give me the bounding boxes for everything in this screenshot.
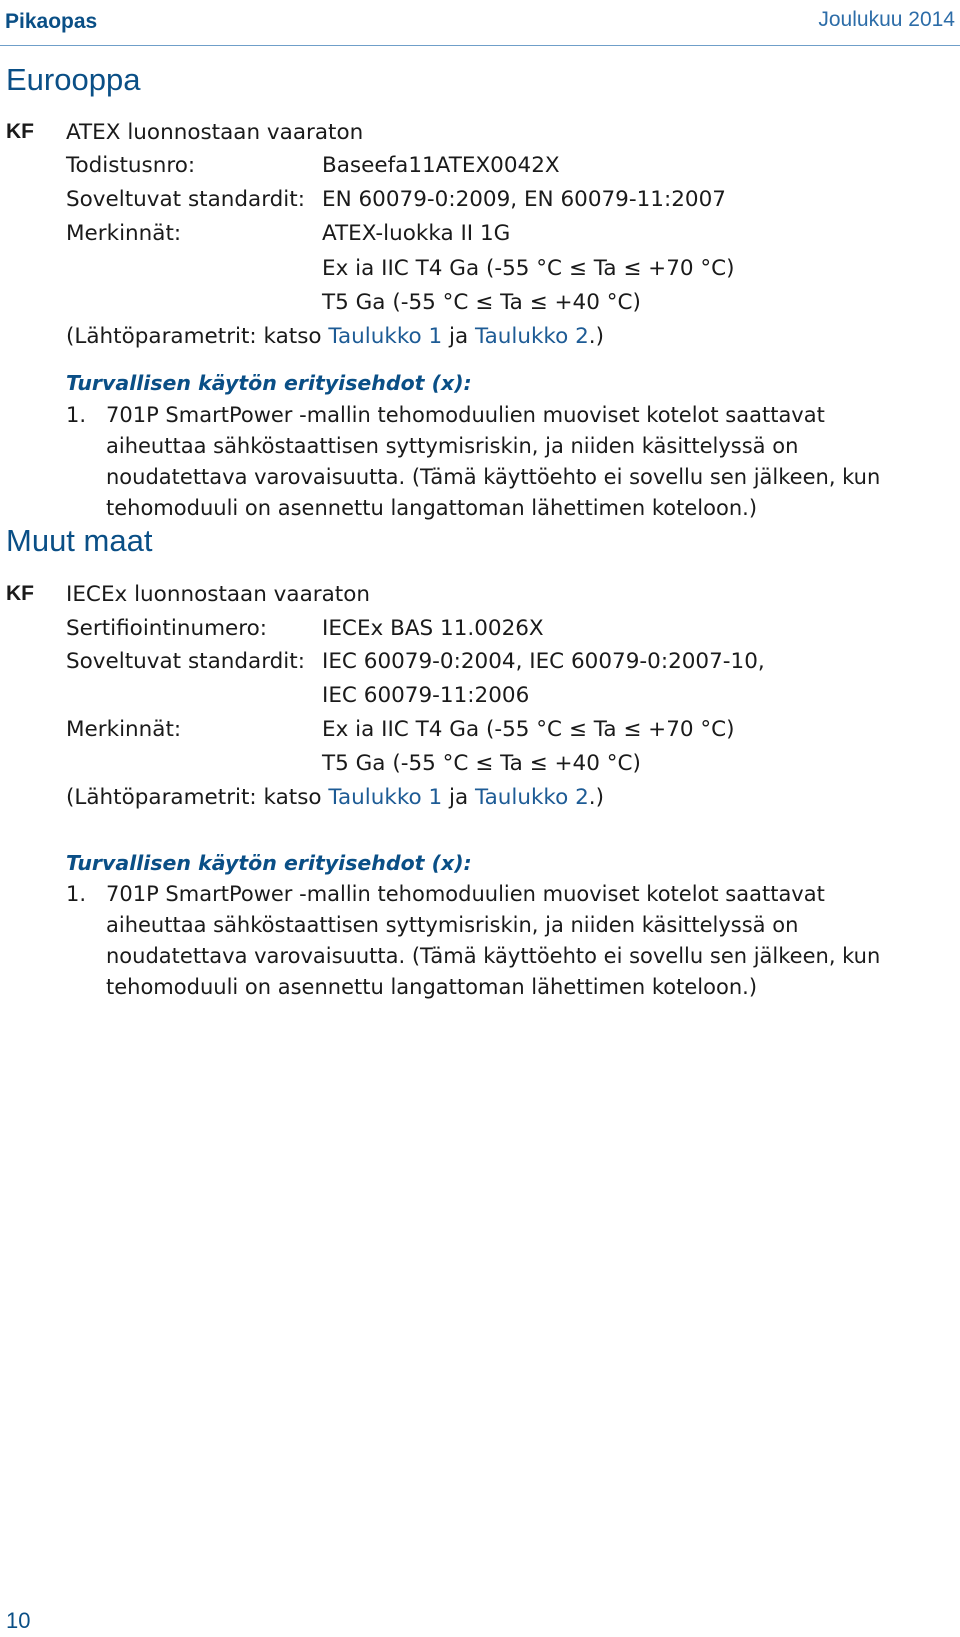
header-divider — [0, 45, 960, 46]
table-1-link[interactable]: Taulukko 1 — [328, 324, 443, 349]
cert-label-europe: Todistusnro: — [66, 153, 196, 178]
marking-2-other: T5 Ga (-55 °C ≤ Ta ≤ +40 °C) — [322, 751, 641, 776]
section-title-europe: Eurooppa — [6, 62, 141, 97]
condition-text: 701P SmartPower -mallin tehomoduulien muoviset kotelot saattavat aiheuttaa sähköstaattisen syttymisriskin, ja niiden käsittelyssä on noudatettava varovaisuutta. (Tämä käyttöehto ei sovellu sen jälkeen, kun tehomoduuli on asennettu langattoman lähettimen koteloon.) — [106, 882, 881, 999]
standards-value-europe: EN 60079-0:2009, EN 60079-11:2007 — [322, 187, 726, 212]
cert-value-europe: Baseefa11ATEX0042X — [322, 153, 560, 178]
condition-number: 1. — [66, 403, 87, 427]
params-prefix: (Lähtöparametrit: katso — [66, 324, 329, 349]
params-prefix: (Lähtöparametrit: katso — [66, 785, 329, 810]
cert-label-other: Sertifiointinumero: — [66, 616, 268, 641]
standards-label-other: Soveltuvat standardit: — [66, 649, 305, 674]
special-conditions-heading-other: Turvallisen käytön erityisehdot (x): — [66, 851, 472, 875]
document-title: Pikaopas — [5, 10, 98, 33]
cert-value-other: IECEx BAS 11.0026X — [322, 616, 544, 641]
params-suffix: .) — [588, 785, 605, 810]
markings-label-other: Merkinnät: — [66, 717, 182, 742]
table-2-link[interactable]: Taulukko 2 — [475, 324, 589, 349]
table-2-link[interactable]: Taulukko 2 — [475, 785, 589, 810]
output-parameters-other — [66, 784, 604, 812]
kf-code-other: KF — [6, 582, 34, 605]
condition-item-europe — [66, 400, 916, 524]
marking-3-europe: T5 Ga (-55 °C ≤ Ta ≤ +40 °C) — [322, 290, 641, 315]
special-conditions-heading-europe: Turvallisen käytön erityisehdot (x): — [66, 371, 472, 395]
output-parameters-europe — [66, 323, 604, 351]
approval-type-europe: ATEX luonnostaan vaaraton — [66, 120, 364, 145]
document-date: Joulukuu 2014 — [818, 8, 955, 31]
markings-label-europe: Merkinnät: — [66, 221, 182, 246]
params-mid: ja — [442, 324, 475, 349]
section-title-other-countries: Muut maat — [6, 523, 153, 558]
standards-value-1-other: IEC 60079-0:2004, IEC 60079-0:2007-10, — [322, 649, 765, 674]
marking-1-other: Ex ia IIC T4 Ga (-55 °C ≤ Ta ≤ +70 °C) — [322, 717, 735, 742]
marking-1-europe: ATEX-luokka II 1G — [322, 221, 511, 246]
table-1-link[interactable]: Taulukko 1 — [328, 785, 443, 810]
params-suffix: .) — [588, 324, 605, 349]
condition-number: 1. — [66, 882, 87, 906]
marking-2-europe: Ex ia IIC T4 Ga (-55 °C ≤ Ta ≤ +70 °C) — [322, 256, 735, 281]
condition-item-other — [66, 879, 916, 1003]
page-number: 10 — [6, 1608, 31, 1633]
params-mid: ja — [442, 785, 475, 810]
condition-text: 701P SmartPower -mallin tehomoduulien muoviset kotelot saattavat aiheuttaa sähköstaattisen syttymisriskin, ja niiden käsittelyssä on noudatettava varovaisuutta. (Tämä käyttöehto ei sovellu sen jälkeen, kun tehomoduuli on asennettu langattoman lähettimen koteloon.) — [106, 403, 881, 520]
page-header — [0, 0, 960, 45]
standards-value-2-other: IEC 60079-11:2006 — [322, 683, 530, 708]
kf-code-europe: KF — [6, 120, 34, 143]
standards-label-europe: Soveltuvat standardit: — [66, 187, 305, 212]
approval-type-other: IECEx luonnostaan vaaraton — [66, 582, 370, 607]
